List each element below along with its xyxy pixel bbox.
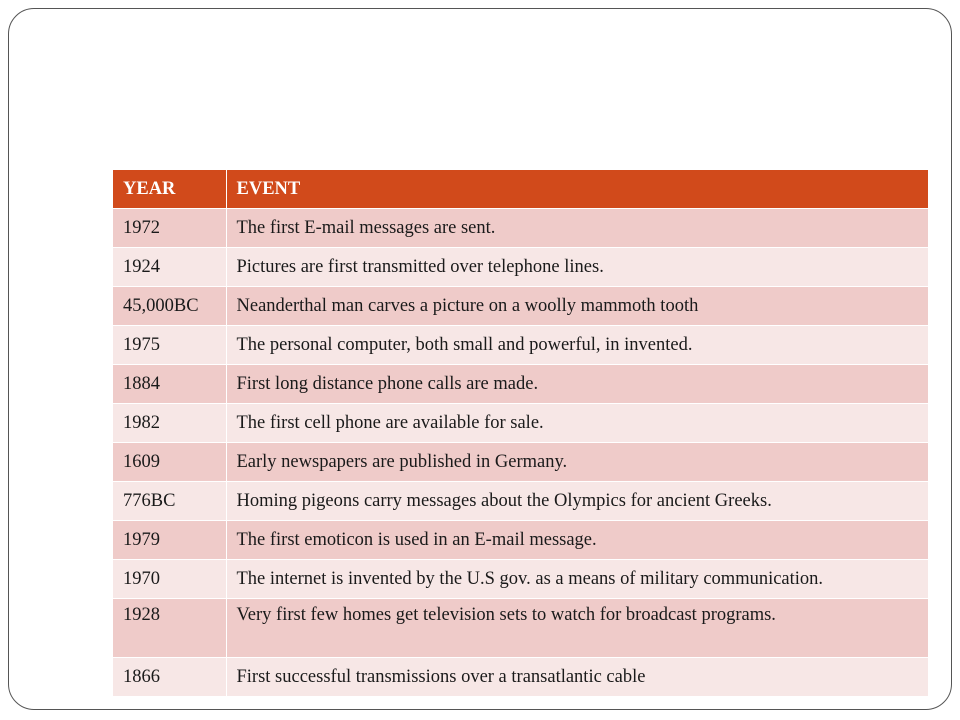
event-cell: First successful transmissions over a transatlantic cable [226, 658, 928, 697]
event-cell: Pictures are first transmitted over telephone lines. [226, 248, 928, 287]
table-row [113, 404, 928, 443]
event-cell: Very first few homes get television sets to watch for broadcast programs. [226, 599, 928, 658]
event-cell: Early newspapers are published in Germany. [226, 443, 928, 482]
year-cell: 776BC [113, 482, 226, 521]
table-header-row [113, 170, 928, 209]
year-column-header: YEAR [113, 170, 226, 209]
table-row [113, 560, 928, 599]
event-cell: The internet is invented by the U.S gov. as a means of military communication. [226, 560, 928, 599]
event-cell: The first emoticon is used in an E-mail message. [226, 521, 928, 560]
table-row [113, 443, 928, 482]
table-row [113, 209, 928, 248]
event-cell: Neanderthal man carves a picture on a woolly mammoth tooth [226, 287, 928, 326]
year-cell: 1866 [113, 658, 226, 697]
table-row [113, 658, 928, 697]
year-cell: 1975 [113, 326, 226, 365]
year-cell: 1979 [113, 521, 226, 560]
event-column-header: EVENT [226, 170, 928, 209]
year-cell: 1924 [113, 248, 226, 287]
table-row [113, 599, 928, 658]
year-cell: 1928 [113, 599, 226, 658]
year-cell: 1970 [113, 560, 226, 599]
year-cell: 1972 [113, 209, 226, 248]
year-cell: 45,000BC [113, 287, 226, 326]
table-row [113, 521, 928, 560]
year-cell: 1609 [113, 443, 226, 482]
event-cell: The first E-mail messages are sent. [226, 209, 928, 248]
table-row [113, 287, 928, 326]
event-cell: The personal computer, both small and powerful, in invented. [226, 326, 928, 365]
year-cell: 1982 [113, 404, 226, 443]
year-cell: 1884 [113, 365, 226, 404]
timeline-table [113, 170, 928, 696]
event-cell: Homing pigeons carry messages about the Olympics for ancient Greeks. [226, 482, 928, 521]
table-row [113, 326, 928, 365]
event-cell: The first cell phone are available for sale. [226, 404, 928, 443]
table-row [113, 482, 928, 521]
event-cell: First long distance phone calls are made. [226, 365, 928, 404]
slide-frame [8, 8, 952, 710]
table-row [113, 248, 928, 287]
table-row [113, 365, 928, 404]
